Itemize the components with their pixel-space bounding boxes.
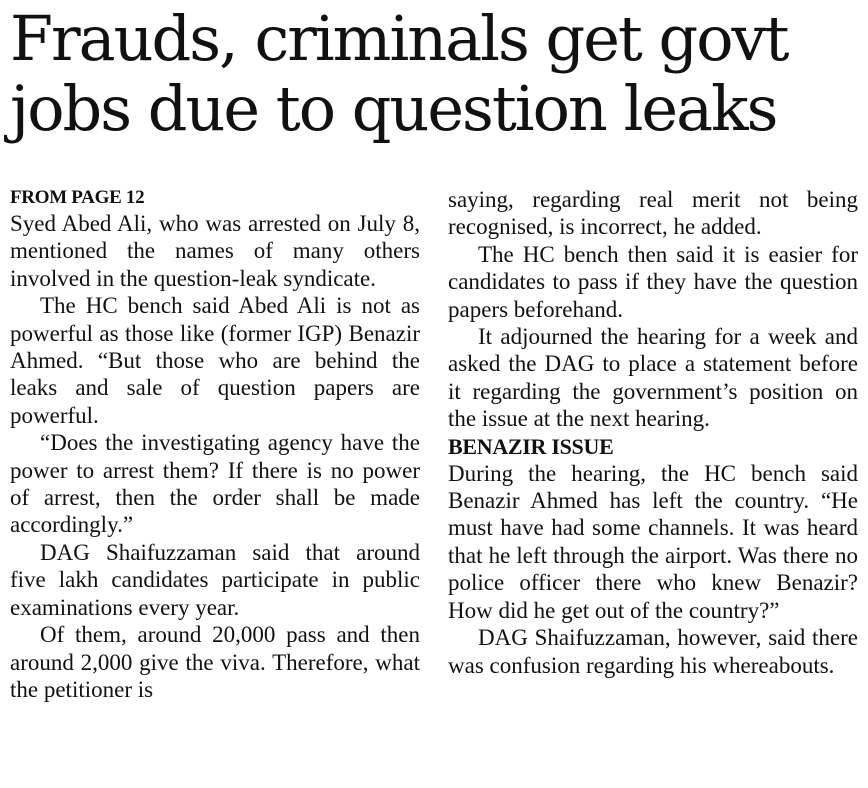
paragraph: During the hearing, the HC bench said Benazir Ahmed has left the country. “He must have had some channels. It was heard that he left through the airport. Was there no police officer there who knew Benazir? How did he get out of the country?”	[448, 460, 858, 623]
headline: Frauds, criminals get govt jobs due to question leaks	[10, 2, 788, 145]
paragraph: It adjourned the hearing for a week and asked the DAG to place a statement before it regarding the government’s position on the issue at the next hearing.	[448, 324, 858, 432]
paragraph: DAG Shaifuzzaman said that around five lakh candidates participate in public examinations every year.	[10, 539, 420, 620]
section-subhead: BENAZIR ISSUE	[448, 433, 614, 459]
paragraph: saying, regarding real merit not being recognised, is incorrect, he added.	[448, 187, 858, 240]
paragraph: “Does the investigating agency have the power to arrest them? If there is no power of arrest, then the order shall be made accordingly.”	[10, 430, 420, 538]
article-body	[10, 186, 858, 703]
paragraph: Of them, around 20,000 pass and then around 2,000 give the viva. Therefore, what the petitioner is	[10, 622, 420, 702]
paragraph: Syed Abed Ali, who was arrested on July 8, mentioned the names of many others involved in the question-leak syndicate.	[10, 211, 420, 291]
continued-from-label: FROM PAGE 12	[10, 187, 145, 208]
right-column	[448, 186, 858, 703]
paragraph: The HC bench then said it is easier for candidates to pass if they have the question papers beforehand.	[448, 241, 858, 322]
paragraph: DAG Shaifuzzaman, however, said there was confusion regarding his whereabouts.	[448, 625, 858, 678]
left-column	[10, 186, 420, 703]
paragraph: The HC bench said Abed Ali is not as powerful as those like (former IGP) Benazir Ahmed. “But those who are behind the leaks and sale of question papers are powerful.	[10, 293, 420, 428]
